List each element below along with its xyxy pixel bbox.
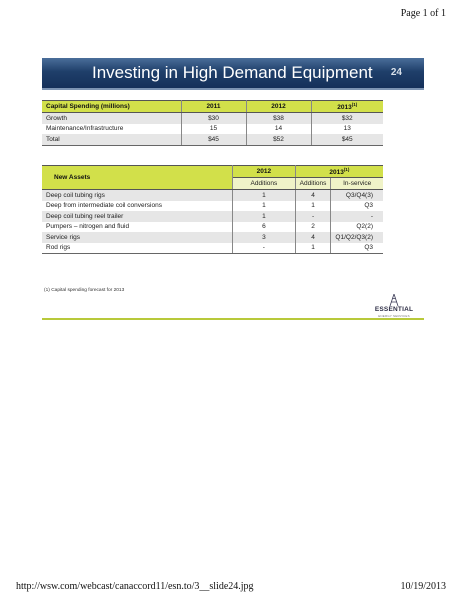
capital-header-2012: 2012 <box>246 101 311 113</box>
sub-additions-2013: Additions <box>295 178 331 190</box>
cell-2013: 13 <box>311 124 383 135</box>
capital-header-2013 <box>311 101 383 113</box>
table-row <box>42 232 383 243</box>
cell-2012: 14 <box>246 124 311 135</box>
assets-header-label: New Assets <box>42 166 233 190</box>
cell-additions-2013: - <box>295 211 331 222</box>
cell-additions-2013: 4 <box>295 232 331 243</box>
assets-header-row <box>42 166 383 178</box>
cell-2013: $45 <box>311 134 383 145</box>
capital-header-row <box>42 101 383 113</box>
cell-2011: $45 <box>181 134 246 145</box>
cell-2012: $38 <box>246 113 311 124</box>
row-label: Service rigs <box>42 232 233 243</box>
cell-additions-2013: 4 <box>295 190 331 201</box>
capital-spending-table <box>42 100 383 146</box>
row-label: Deep coil tubing reel trailer <box>42 211 233 222</box>
slide <box>42 58 424 320</box>
cell-additions-2013: 1 <box>295 243 331 254</box>
bottom-rule <box>42 318 424 320</box>
title-banner <box>42 58 424 90</box>
cell-additions-2012: 6 <box>233 222 296 233</box>
capital-header-2013-text: 2013 <box>337 104 352 112</box>
assets-header-2012: 2012 <box>233 166 296 178</box>
footer-date: 10/19/2013 <box>400 581 446 592</box>
cell-inservice: - <box>331 211 383 222</box>
cell-inservice: Q3 <box>331 201 383 212</box>
row-label: Maintenance/Infrastructure <box>42 124 181 135</box>
cell-2013: $32 <box>311 113 383 124</box>
table-row <box>42 211 383 222</box>
cell-additions-2013: 1 <box>295 201 331 212</box>
slide-title: Investing in High Demand Equipment <box>92 63 373 82</box>
footer-url: http://wsw.com/webcast/canaccord11/esn.to/3__slide24.jpg <box>16 581 254 592</box>
table-row <box>42 243 383 254</box>
new-assets-table <box>42 165 383 254</box>
table-row <box>42 201 383 212</box>
slide-number: 24 <box>390 67 402 78</box>
cell-additions-2012: - <box>233 243 296 254</box>
essential-logo <box>368 294 420 318</box>
cell-inservice: Q3/Q4(3) <box>331 190 383 201</box>
cell-additions-2012: 1 <box>233 190 296 201</box>
row-label: Rod rigs <box>42 243 233 254</box>
cell-additions-2012: 1 <box>233 201 296 212</box>
derrick-icon <box>388 294 400 306</box>
footnote-ref: (1) <box>343 166 350 172</box>
capital-header-2011: 2011 <box>181 101 246 113</box>
assets-header-2013 <box>295 166 383 178</box>
row-label: Pumpers – nitrogen and fluid <box>42 222 233 233</box>
footnote: (1) Capital spending forecast for 2013 <box>44 288 125 293</box>
table-row <box>42 113 383 124</box>
sub-inservice: In-service <box>331 178 383 190</box>
cell-additions-2012: 3 <box>233 232 296 243</box>
cell-additions-2012: 1 <box>233 211 296 222</box>
logo-name: ESSENTIAL <box>374 306 414 313</box>
row-label: Deep from intermediate coil conversions <box>42 201 233 212</box>
cell-2012: $52 <box>246 134 311 145</box>
row-label: Total <box>42 134 181 145</box>
cell-inservice: Q3 <box>331 243 383 254</box>
table-row <box>42 124 383 135</box>
row-label: Deep coil tubing rigs <box>42 190 233 201</box>
cell-additions-2013: 2 <box>295 222 331 233</box>
capital-header-label: Capital Spending (millions) <box>42 101 181 113</box>
cell-inservice: Q2(2) <box>331 222 383 233</box>
footnote-ref: (1) <box>351 101 358 107</box>
cell-2011: 15 <box>181 124 246 135</box>
page-header: Page 1 of 1 <box>400 8 446 19</box>
table-row <box>42 222 383 233</box>
sub-additions-2012: Additions <box>233 178 296 190</box>
row-label: Growth <box>42 113 181 124</box>
table-row <box>42 134 383 145</box>
cell-2011: $30 <box>181 113 246 124</box>
table-row <box>42 190 383 201</box>
cell-inservice: Q1/Q2/Q3(2) <box>331 232 383 243</box>
logo-subtitle: ENERGY SERVICES <box>378 314 410 318</box>
assets-header-2013-text: 2013 <box>329 169 344 177</box>
